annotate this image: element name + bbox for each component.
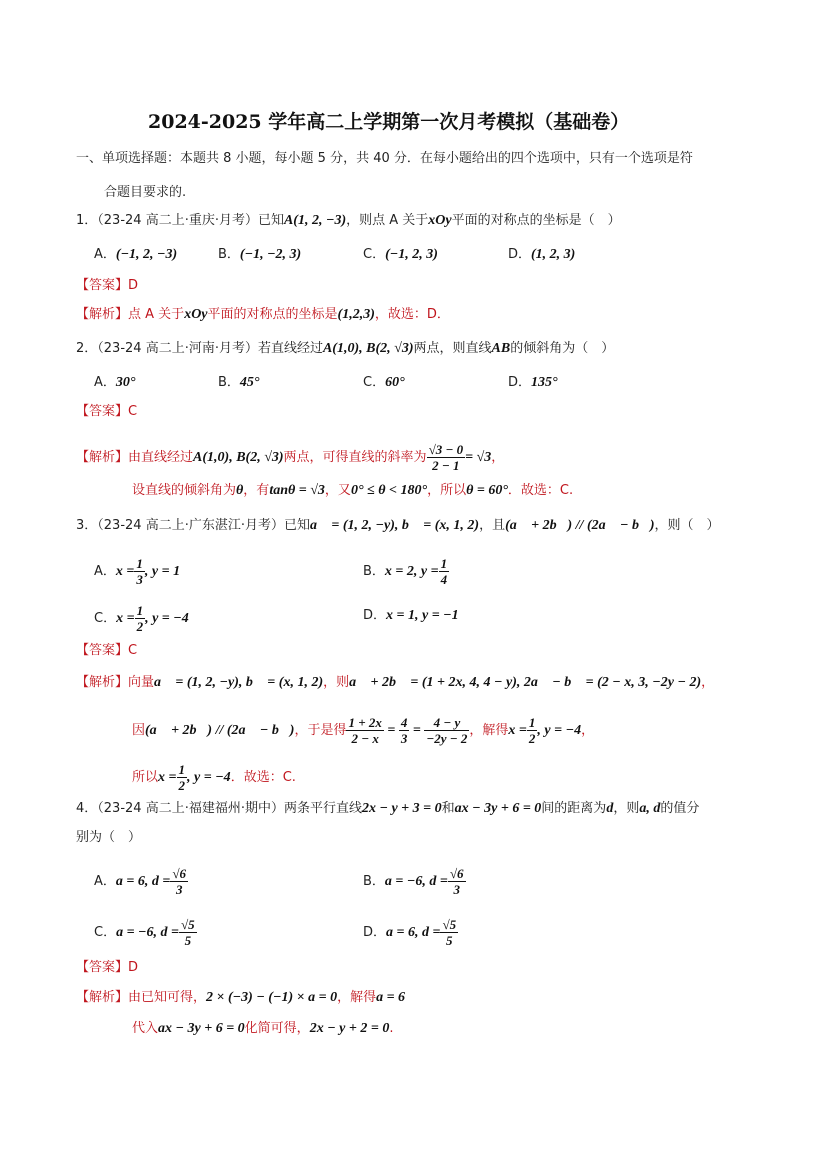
analysis-1: [76, 306, 450, 324]
math-solution: x =: [158, 770, 177, 785]
fraction: [399, 715, 410, 746]
answer-2: [76, 403, 137, 421]
math-plane: xOy: [428, 213, 452, 228]
option-d[interactable]: [508, 246, 575, 264]
answer-3: [76, 642, 137, 660]
analysis-text: ，: [581, 723, 595, 738]
analysis-text: ，: [491, 450, 505, 465]
analysis-text: ，则: [323, 675, 350, 690]
question-text: ，则点 A 关于: [346, 213, 429, 228]
question-4-cont: 别为（ ）: [76, 830, 142, 845]
math-sum: a⃗ + 2b⃗ = (1 + 2x, 4, 4 − y), 2a⃗ − b⃗ = (2 − x, 3, −2y − 2): [349, 675, 702, 690]
math-result: 2x − y + 2 = 0: [309, 1021, 390, 1036]
option-label: A．: [94, 564, 116, 579]
option-value: (1, 2, 3): [531, 247, 576, 262]
question-1: [76, 212, 621, 230]
fraction-denominator: 2: [136, 619, 144, 634]
question-text: 平面的对称点的坐标是（ ）: [451, 213, 621, 228]
option-b[interactable]: [363, 866, 466, 897]
math-line: ax − 3y + 6 = 0: [454, 801, 542, 816]
analysis-label: 【解析】: [76, 675, 129, 690]
fraction-numerator: 1: [528, 715, 536, 730]
analysis-text: ，又: [324, 483, 351, 498]
question-text: 两点，则直线: [413, 341, 492, 356]
math-vectors: a⃗ = (1, 2, −y), b⃗ = (x, 1, 2): [309, 518, 480, 533]
fraction-denominator: 3: [136, 572, 143, 587]
analysis-text: 由直线经过: [128, 450, 194, 465]
option-value: 45°: [239, 375, 260, 390]
analysis-text: 平面的对称点的坐标是: [207, 307, 338, 322]
fraction-numerator: 1: [136, 603, 144, 618]
option-label: B．: [363, 874, 385, 889]
fraction-denominator: 5: [446, 933, 453, 948]
question-text: 的值分: [660, 801, 700, 816]
option-label: C．: [94, 925, 117, 940]
fraction: [424, 715, 469, 746]
question-text: ，则（ ）: [654, 518, 720, 533]
analysis-text: ，于是得: [294, 723, 347, 738]
option-value: x =: [116, 611, 135, 626]
option-value: a = 6, d =: [115, 874, 171, 889]
answer-4: [76, 959, 138, 977]
question-number: 2．: [76, 341, 98, 356]
option-label: C．: [94, 611, 117, 626]
section-heading-cont: 合题目要求的.: [104, 185, 187, 200]
fraction: [440, 917, 458, 948]
math-result: θ = 60°: [466, 483, 508, 498]
analysis-text: ，解得: [337, 990, 377, 1005]
fraction: [179, 917, 197, 948]
option-d[interactable]: [363, 917, 458, 948]
option-a[interactable]: [94, 556, 180, 587]
math-point: A(1, 2, −3): [283, 213, 347, 228]
analysis-2: [76, 442, 504, 473]
question-number: 4．: [76, 801, 98, 816]
option-value: a = −6, d =: [384, 874, 448, 889]
analysis-text: ，故选：D．: [374, 307, 450, 322]
option-c[interactable]: [94, 917, 197, 948]
fraction-denominator: 3: [400, 731, 408, 746]
analysis-text: 所以: [132, 770, 159, 785]
analysis-text: ，有: [243, 483, 270, 498]
math-equation: 2 × (−3) − (−1) × a = 0: [206, 990, 338, 1005]
question-text: 和: [441, 801, 455, 816]
option-value: 60°: [385, 375, 405, 390]
math-theta: θ: [236, 483, 244, 498]
page-title: 2024-2025 学年高二上学期第一次月考模拟（基础卷）: [148, 111, 630, 133]
fraction-numerator: √5: [181, 917, 195, 932]
fraction-denominator: 2 − x: [351, 731, 379, 746]
fraction-denominator: 3: [453, 882, 460, 897]
math-point: (1,2,3): [337, 307, 375, 322]
analysis-label: 【解析】: [76, 990, 129, 1005]
fraction-denominator: 2 − 1: [432, 458, 460, 473]
math-vectors: a⃗ = (1, 2, −y), b⃗ = (x, 1, 2): [154, 675, 324, 690]
math-value: = √3: [465, 450, 492, 465]
analysis-3-line3: [132, 762, 296, 793]
fraction-numerator: √5: [442, 917, 457, 932]
option-value: , y = −4: [145, 611, 189, 626]
option-label: C．: [363, 375, 386, 390]
fraction: [177, 762, 188, 793]
fraction: [448, 866, 466, 897]
option-value: x = 1, y = −1: [386, 608, 459, 623]
answer-value: C: [128, 643, 138, 658]
option-label: A．: [94, 375, 116, 390]
fraction-denominator: 5: [184, 933, 192, 948]
option-c[interactable]: [363, 246, 438, 264]
math-solution: x =: [508, 723, 527, 738]
math-d: d: [606, 801, 614, 816]
math-line: AB: [491, 341, 511, 356]
option-b[interactable]: [218, 374, 260, 392]
answer-value: D: [128, 960, 139, 975]
analysis-text: 因: [132, 723, 146, 738]
analysis-3-line2: 因(a⃗ + 2b⃗) // (2a⃗ − b⃗)，于是得 $\frac{1 + 2x}{2 - x}$ = $\frac{4}{3}$ = $\frac{4 - y}{-2y - 2}$ ，解得x = $\frac{1}{2}$ , y = −4，: [132, 715, 595, 746]
option-label: A．: [94, 247, 116, 262]
option-value: x =: [115, 564, 135, 579]
option-value: a = −6, d =: [116, 925, 180, 940]
question-text: 间的距离为: [541, 801, 607, 816]
question-source: （23-24 高二上·福建福州·期中）两条平行直线: [97, 801, 362, 816]
option-value: x = 2, y =: [384, 564, 439, 579]
option-c[interactable]: [363, 374, 405, 392]
option-a[interactable]: [94, 374, 136, 392]
fraction: [135, 603, 146, 634]
option-value: 30°: [115, 375, 136, 390]
analysis-2-line2: [132, 482, 573, 500]
analysis-text: ，所以: [427, 483, 467, 498]
option-label: D．: [363, 608, 387, 623]
math-condition: (a⃗ + 2b⃗) // (2a⃗ − b⃗): [505, 518, 655, 533]
fraction-denominator: 4: [440, 572, 448, 587]
section-heading: 一、单项选择题：本题共 8 小题，每小题 5 分，共 40 分．在每小题给出的四个选项中，只有一个选项是符: [76, 151, 693, 166]
analysis-3: [76, 674, 714, 692]
option-value: a = 6, d =: [386, 925, 441, 940]
analysis-text: ，解得: [469, 723, 509, 738]
analysis-text: ，: [701, 675, 715, 690]
option-label: C．: [363, 247, 386, 262]
question-text: ，且: [479, 518, 506, 533]
question-number: 3．: [76, 518, 98, 533]
analysis-text: 设直线的倾斜角为: [132, 483, 237, 498]
option-value: , y = 1: [144, 564, 181, 579]
analysis-text: ．故选：C.: [507, 483, 574, 498]
option-a[interactable]: [94, 866, 188, 897]
math-plane: xOy: [184, 307, 208, 322]
fraction-numerator: 4: [400, 715, 408, 730]
math-range: 0° ≤ θ < 180°: [350, 483, 428, 498]
analysis-text: 化简可得，: [244, 1021, 310, 1036]
fraction: [439, 556, 450, 587]
option-value: (−1, 2, 3): [385, 247, 438, 262]
option-label: D．: [508, 375, 532, 390]
math-solution: , y = −4: [187, 770, 231, 785]
question-source: （23-24 高二上·广东湛江·月考）已知: [97, 518, 310, 533]
question-3: [76, 517, 720, 535]
question-2: [76, 340, 614, 358]
option-label: D．: [508, 247, 532, 262]
option-d[interactable]: [508, 374, 558, 392]
analysis-4-line2: [132, 1020, 393, 1038]
option-c[interactable]: [94, 603, 189, 634]
math-points: A(1,0), B(2, √3): [322, 341, 414, 356]
option-value: (−1, −2, 3): [239, 247, 302, 262]
fraction-numerator: 1: [440, 556, 448, 571]
option-label: D．: [363, 925, 387, 940]
answer-label: 【答案】: [76, 278, 129, 293]
question-source: （23-24 高二上·重庆·月考）已知: [97, 213, 284, 228]
answer-label: 【答案】: [76, 960, 129, 975]
fraction: [346, 715, 383, 746]
option-b[interactable]: [363, 556, 449, 587]
analysis-text: 代入: [132, 1021, 159, 1036]
fraction-denominator: −2y − 2: [426, 731, 468, 746]
math-tan: tanθ = √3: [269, 483, 325, 498]
option-label: B．: [218, 375, 240, 390]
math-solution: , y = −4: [537, 723, 582, 738]
fraction-numerator: 1 + 2x: [348, 715, 382, 730]
math-condition: (a⃗ + 2b⃗) // (2a⃗ − b⃗): [145, 723, 295, 738]
option-value: (−1, 2, −3): [115, 247, 178, 262]
option-label: B．: [218, 247, 240, 262]
answer-value: C: [128, 404, 138, 419]
answer-label: 【答案】: [76, 643, 129, 658]
option-b[interactable]: [218, 246, 301, 264]
fraction-numerator: √6: [172, 866, 187, 881]
analysis-text: 由已知可得，: [128, 990, 207, 1005]
question-number: 1．: [76, 213, 98, 228]
fraction: [170, 866, 188, 897]
analysis-label: 【解析】: [76, 307, 129, 322]
answer-label: 【答案】: [76, 404, 129, 419]
question-text: ，则: [613, 801, 640, 816]
answer-value: D: [128, 278, 139, 293]
fraction-numerator: √6: [449, 866, 464, 881]
analysis-4: [76, 989, 405, 1007]
analysis-text: 两点，可得直线的斜率为: [283, 450, 427, 465]
fraction-numerator: 1: [136, 556, 143, 571]
question-source: （23-24 高二上·河南·月考）若直线经过: [97, 341, 323, 356]
math-equation: ax − 3y + 6 = 0: [158, 1021, 245, 1036]
analysis-label: 【解析】: [76, 450, 129, 465]
question-text: 的倾斜角为（ ）: [510, 341, 615, 356]
fraction-denominator: 2: [178, 778, 185, 793]
option-value: 135°: [531, 375, 558, 390]
analysis-text: .: [389, 1021, 394, 1036]
option-d[interactable]: [363, 607, 459, 625]
fraction: [527, 715, 538, 746]
fraction-numerator: √3 − 0: [428, 442, 464, 457]
math-result: a = 6: [376, 990, 406, 1005]
question-4: [76, 800, 699, 818]
fraction-slope: [427, 442, 466, 473]
math-line: 2x − y + 3 = 0: [361, 801, 442, 816]
option-a[interactable]: [94, 246, 177, 264]
math-ad: a, d: [639, 801, 661, 816]
fraction: [134, 556, 145, 587]
math-points: A(1,0), B(2, √3): [193, 450, 284, 465]
option-label: A．: [94, 874, 116, 889]
fraction-denominator: 3: [175, 882, 183, 897]
fraction-denominator: 2: [528, 731, 536, 746]
analysis-text: 点 A 关于: [128, 307, 185, 322]
fraction-numerator: 1: [178, 762, 185, 777]
option-label: B．: [363, 564, 385, 579]
answer-1: [76, 277, 138, 295]
analysis-text: 向量: [128, 675, 155, 690]
analysis-text: ．故选：C.: [230, 770, 296, 785]
fraction-numerator: 4 − y: [424, 715, 469, 731]
